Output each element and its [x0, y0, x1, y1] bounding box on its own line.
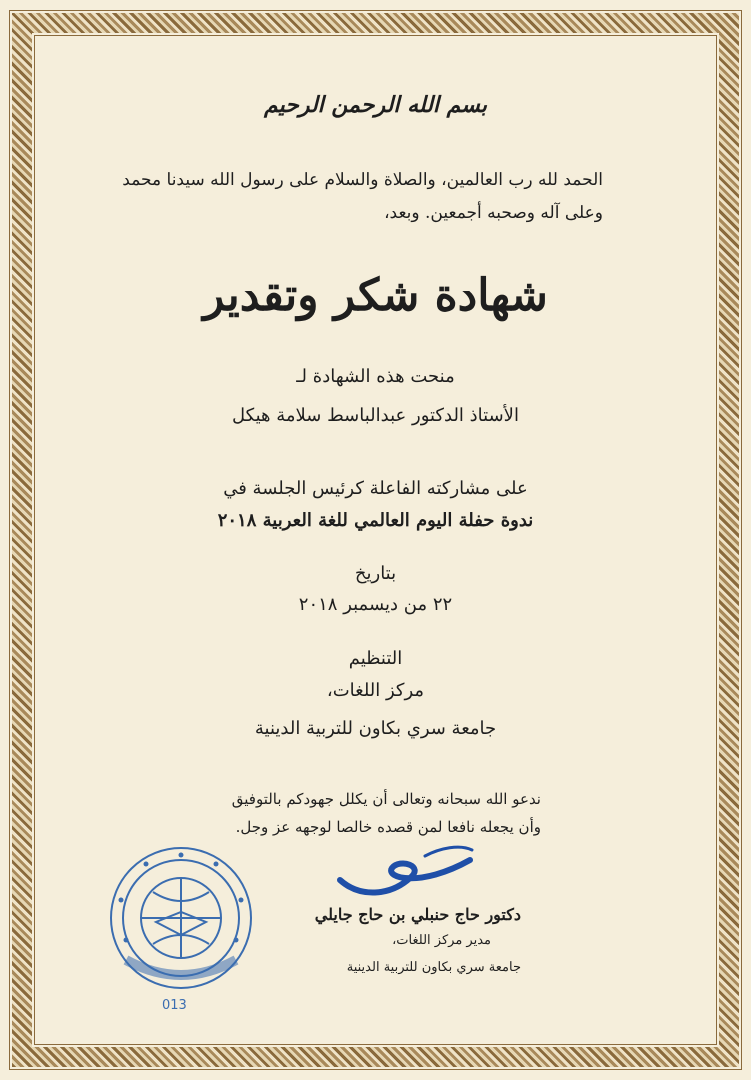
closing-line-2: وأن يجعله نافعا لمن قصده خالصا لوجهه عز وجل.	[235, 818, 541, 836]
signature-icon	[330, 838, 480, 908]
signer-role: مدير مركز اللغات،	[392, 933, 491, 948]
participation-text: على مشاركته الفاعلة كرئيس الجلسة في	[223, 478, 528, 499]
certificate-title: شهادة شكر وتقدير	[203, 270, 548, 321]
granted-to: منحت هذه الشهادة لـ	[296, 366, 455, 387]
organizer-label: التنظيم	[348, 648, 403, 669]
organizer-university: جامعة سري بكاون للتربية الدينية	[254, 718, 497, 739]
date-label: بتاريخ	[354, 563, 397, 584]
signer-name: دكتور حاج حنبلي بن حاج جايلي	[314, 905, 521, 924]
university-seal-icon	[96, 840, 266, 1010]
basmala: بسم الله الرحمن الرحيم	[263, 92, 488, 118]
event-date: ٢٢ من ديسمبر ٢٠١٨	[298, 594, 453, 615]
event-name: ندوة حفلة اليوم العالمي للغة العربية ٢٠١٨	[217, 510, 534, 531]
signer-university: جامعة سري بكاون للتربية الدينية	[346, 960, 521, 975]
closing-line-1: ندعو الله سبحانه وتعالى أن يكلل جهودكم بالتوفيق	[231, 790, 541, 808]
organizer-center: مركز اللغات،	[326, 680, 425, 701]
praise-line-1: الحمد لله رب العالمين، والصلاة والسلام على رسول الله سيدنا محمد	[122, 170, 603, 190]
recipient-name: الأستاذ الدكتور عبدالباسط سلامة هيكل	[232, 405, 519, 426]
seal-number: 013	[162, 998, 187, 1013]
praise-line-2: وعلى آله وصحبه أجمعين. وبعد،	[384, 203, 603, 223]
